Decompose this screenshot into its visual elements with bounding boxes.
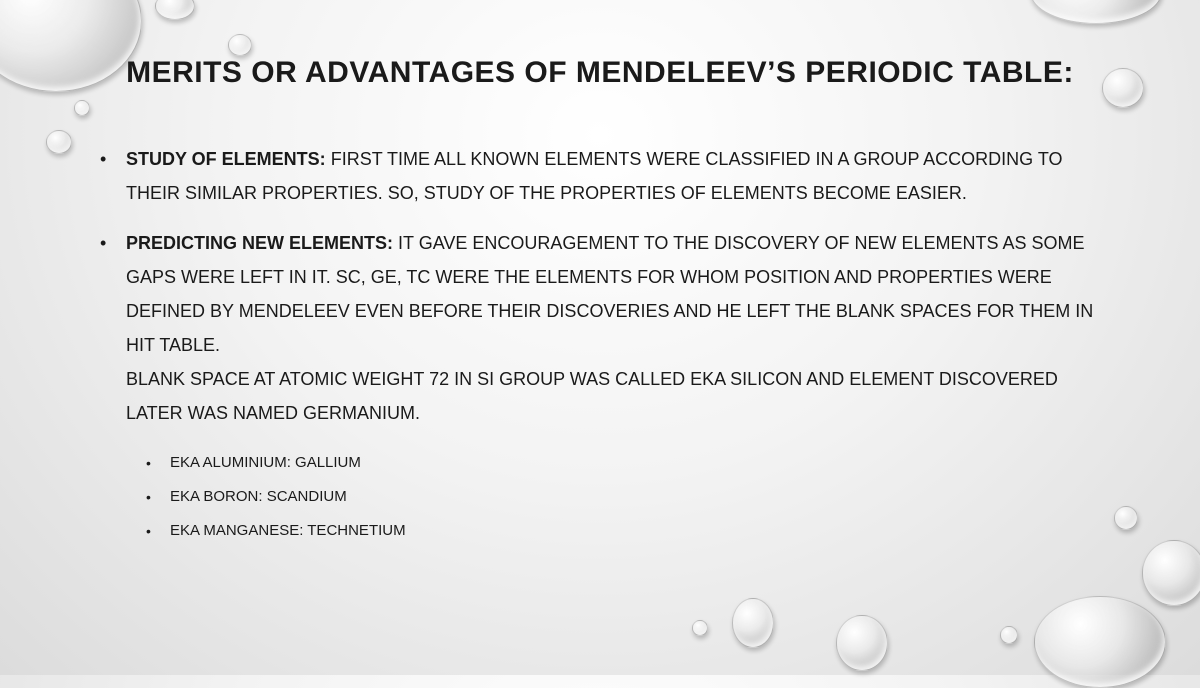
water-drop [74, 100, 90, 116]
water-drop [836, 615, 888, 671]
water-drop [155, 0, 195, 20]
bullet-dot-icon: • [146, 455, 151, 471]
water-drop [1034, 596, 1166, 688]
bullet-dot-icon: • [100, 149, 107, 169]
water-drop [1114, 506, 1138, 530]
sub-bullet [100, 514, 1100, 548]
water-drop [1030, 0, 1162, 24]
bullet-text: FIRST TIME ALL KNOWN ELEMENTS WERE CLASSIFIED IN A GROUP ACCORDING TO THEIR SIMILAR PROPERTIES. SO, STUDY OF THE PROPERTIES OF ELEMENTS BECOME EASIER. [126, 149, 1063, 203]
bullet-dot-icon: • [146, 523, 151, 539]
sub-bullet-text: EKA BORON: SCANDIUM [170, 488, 347, 505]
slide-content [100, 142, 1100, 548]
water-drop [1000, 626, 1018, 644]
bullet-label: STUDY OF ELEMENTS: [126, 149, 326, 169]
bullet-predicting-new-elements [100, 226, 1100, 430]
bullet-extra-text: BLANK SPACE AT ATOMIC WEIGHT 72 IN SI GROUP WAS CALLED EKA SILICON AND ELEMENT DISCOVERED LATER WAS NAMED GERMANIUM. [126, 369, 1058, 423]
bullet-study-of-elements [100, 142, 1100, 210]
slide-title: MERITS OR ADVANTAGES OF MENDELEEV’S PERIODIC TABLE: [126, 56, 1074, 89]
sub-bullet-text: EKA MANGANESE: TECHNETIUM [170, 522, 406, 539]
water-drop [46, 130, 72, 154]
water-drop [732, 598, 774, 648]
water-drop [1142, 540, 1200, 606]
sub-bullet [100, 480, 1100, 514]
water-drop [692, 620, 708, 636]
bullet-label: PREDICTING NEW ELEMENTS: [126, 233, 394, 253]
bullet-dot-icon: • [146, 489, 151, 505]
sub-bullet-text: EKA ALUMINIUM: GALLIUM [170, 454, 361, 471]
bullet-dot-icon: • [100, 233, 107, 253]
bullet-text: IT GAVE ENCOURAGEMENT TO THE DISCOVERY OF NEW ELEMENTS AS SOME GAPS WERE LEFT IN IT. SC, GE, TC WERE THE ELEMENTS FOR WHOM POSITION AND PROPERTIES WERE DEFINED BY MENDELEEV EVEN BEFORE THEIR DISCOVERIES AND HE LEFT THE BLANK SPACES FOR THEM IN HIT TABLE. [126, 233, 1094, 355]
sub-bullet [100, 446, 1100, 480]
water-drop [228, 34, 252, 56]
